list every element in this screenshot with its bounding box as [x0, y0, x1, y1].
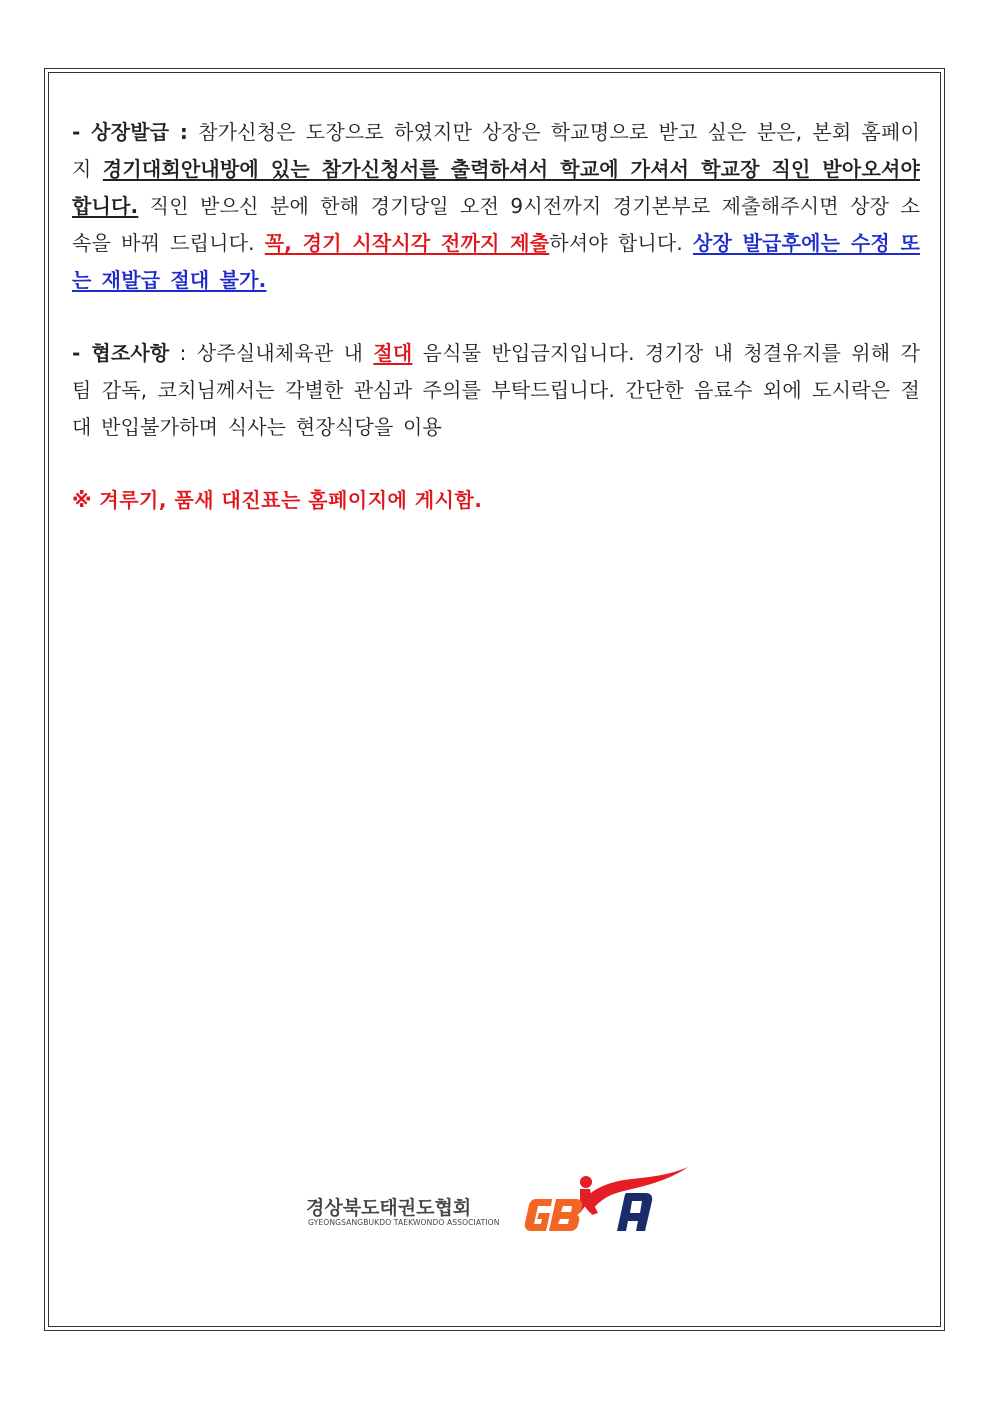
letter-g-icon — [525, 1199, 552, 1231]
cooperation-label: - 협조사항 — [72, 341, 170, 365]
letter-b-icon — [549, 1199, 582, 1231]
award-paragraph — [72, 114, 920, 299]
gbta-logo-mark — [524, 1163, 690, 1235]
cooperation-paragraph — [72, 335, 920, 446]
award-bold-instruction: 경기대회안내방에 있는 참가신청서를 출력하셔서 학교에 가셔서 학교장 직인 받아오셔야 합니다. — [72, 157, 921, 218]
kicker-head-icon — [580, 1176, 592, 1188]
logo-korean-name: 경상북도태권도협회 — [306, 1197, 472, 1219]
bracket-notice: ※ 겨루기, 품새 대진표는 홈페이지에 게시함. — [72, 488, 483, 512]
kicker-swoosh-icon — [582, 1167, 688, 1213]
award-no-reissue-notice: 상장 발급후에는 수정 또는 재발급 절대 불가. — [72, 231, 920, 292]
cooperation-text-1: : 상주실내체육관 내 — [169, 341, 374, 365]
association-logo — [306, 1163, 690, 1235]
award-text-2: 직인 받으신 분에 한해 경기당일 오전 9시전까지 경기본부로 제출해주시면 상장 소속을 바꿔 드립니다. — [72, 194, 920, 255]
award-text-3: 하셔야 합니다. — [549, 231, 693, 255]
logo-english-name: GYEONGSANGBUKDO TAEKWONDO ASSOCIATION — [308, 1218, 500, 1227]
award-text-1: 참가신청은 도장으로 하였지만 상장은 학교명으로 받고 싶은 분은, 본회 홈페이지 — [72, 120, 920, 181]
cooperation-emphasis: 절대 — [373, 341, 413, 365]
letter-a-icon — [617, 1193, 652, 1231]
cooperation-text-2: 음식물 반입금지입니다. 경기장 내 청결유지를 위해 각 팀 감독, 코치님께서는 각별한 관심과 주의를 부탁드립니다. 간단한 음료수 외에 도시락은 절대 반입불가하며 식사는 현장식당을 이용 — [72, 341, 921, 439]
award-label: - 상장발급 : — [72, 120, 189, 144]
award-deadline-warning: 꼭, 경기 시작시각 전까지 제출 — [264, 231, 550, 255]
document-body — [72, 114, 920, 519]
